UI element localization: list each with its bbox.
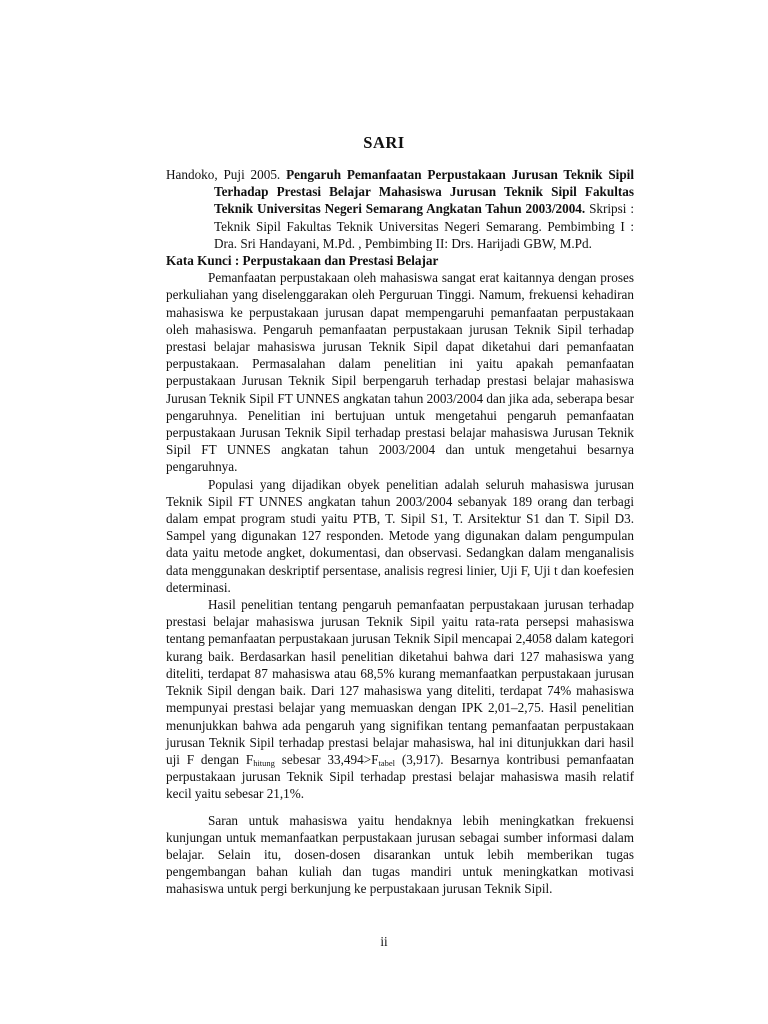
paragraph-3-part-1: Hasil penelitian tentang pengaruh pemanfaatan perpustakaan jurusan terhadap prestasi belajar mahasiswa jurusan Teknik Sipil yaitu rata-rata persepsi mahasiswa tentang pemanfaatan perpustakaan jurusan Teknik Sipil mencapai 2,4058 dalam kategori kurang baik. Berdasarkan hasil penelitian diketahui bahwa dari 127 mahasiswa yang diteliti, terdapat 87 mahasiswa atau 68,5% kurang memanfaatkan perpustakaan jurusan Teknik Sipil dengan baik. Dari 127 mahasiswa yang diteliti, terdapat 74% mahasiswa mempunyai prestasi belajar yang memuaskan dengan IPK 2,01–2,75. Hasil penelitian menunjukkan bahwa ada pengaruh yang signifikan tentang pemanfaatan perpustakaan jurusan Teknik Sipil terhadap prestasi belajar mahasiswa, hal ini ditunjukkan dari hasil uji F dengan F xyxy=(166,597,634,767)
citation-details: Skripsi : Teknik Sipil Fakultas Teknik Universitas Negeri Semarang. Pembimbing I : Dra. Sri Handayani, M.Pd. , Pembimbing II: Drs. Harijadi GBW, M.Pd. xyxy=(214,201,634,251)
paragraph-3 xyxy=(166,596,634,802)
paragraph-4: Saran untuk mahasiswa yaitu hendaknya lebih meningkatkan frekuensi kunjungan untuk memanfaatkan perpustakaan jurusan sebagai sumber informasi dalam belajar. Selain itu, dosen-dosen disarankan untuk lebih memberikan tugas pengembangan bahan kuliah dan tugas mandiri untuk meningkatkan motivasi mahasiswa untuk pergi berkunjung ke perpustakaan jurusan Teknik Sipil. xyxy=(166,812,634,897)
abstract-body xyxy=(166,166,634,898)
f-hitung-subscript: hitung xyxy=(253,757,275,768)
paragraph-1: Pemanfaatan perpustakaan oleh mahasiswa sangat erat kaitannya dengan proses perkuliahan yang diselenggarakan oleh Perguruan Tinggi. Namum, frekuensi kehadiran mahasiswa ke perpustakaan jurusan dapat mempengaruhi pemanfaatan perpustakaan oleh mahasiswa. Pengaruh pemanfaatan perpustakaan jurusan Teknik Sipil terhadap prestasi belajar mahasiswa jurusan Teknik Sipil dapat diketahui dari pemanfaatan perpustakaan. Permasalahan dalam penelitian ini yaitu apakah pemanfaatan perpustakaan Jurusan Teknik Sipil berpengaruh terhadap prestasi belajar mahasiswa Jurusan Teknik Sipil FT UNNES angkatan tahun 2003/2004 dan jika ada, seberapa besar pengaruhnya. Penelitian ini bertujuan untuk mengetahui pengaruh pemanfaatan perpustakaan Jurusan Teknik Sipil terhadap prestasi belajar mahasiswa Jurusan Teknik Sipil FT UNNES angkatan tahun 2003/2004 dan untuk mengetahui besarnya pengaruhnya. xyxy=(166,270,634,475)
citation xyxy=(166,166,634,252)
page-title: SARI xyxy=(363,133,405,152)
page-number: ii xyxy=(380,934,388,949)
paragraph-3-part-2: sebesar 33,494>F xyxy=(274,751,379,767)
f-tabel-subscript: tabel xyxy=(378,757,395,768)
paragraph-3-part-3: (3,917). Besarnya kontribusi pemanfaatan perpustakaan jurusan Teknik Sipil terhadap prestasi belajar mahasiswa masih relatif kecil yaitu sebesar 21,1%. xyxy=(166,751,634,802)
citation-work-title: Pengaruh Pemanfaatan Perpustakaan Jurusan Teknik Sipil Terhadap Prestasi Belajar Mahasiswa Jurusan Teknik Sipil Fakultas Teknik Universitas Negeri Semarang Angkatan Tahun 2003/2004. xyxy=(214,167,635,217)
citation-author-year: Handoko, Puji 2005. xyxy=(166,167,281,182)
paragraph-2: Populasi yang dijadikan obyek penelitian adalah seluruh mahasiswa jurusan Teknik Sipil FT UNNES angkatan tahun 2003/2004 sebanyak 189 orang dan terbagi dalam empat program studi yaitu PTB, T. Sipil S1, T. Arsitektur S1 dan T. Sipil D3. Sampel yang digunakan 127 responden. Metode yang digunakan dalam pengumpulan data yaitu metode angket, dokumentasi, dan observasi. Sedangkan dalam menganalisis data menggunakan deskriptif persentase, analisis regresi linier, Uji F, Uji t dan koefesien determinasi. xyxy=(166,476,634,595)
keywords: Kata Kunci : Perpustakaan dan Prestasi Belajar xyxy=(166,253,439,269)
